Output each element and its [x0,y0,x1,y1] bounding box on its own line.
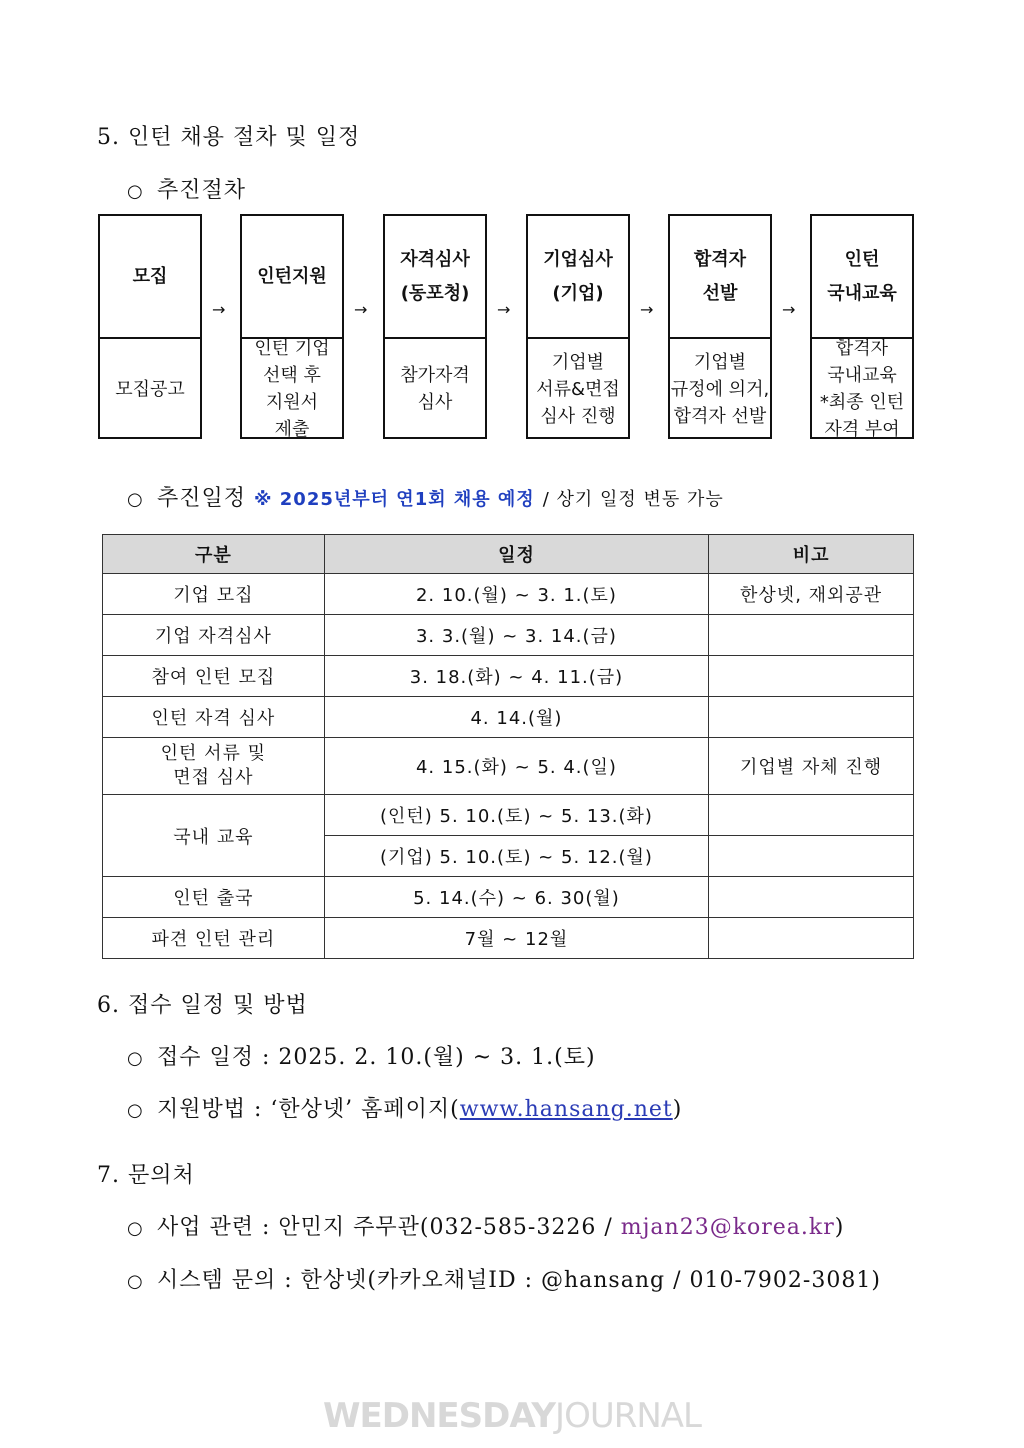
row-schedule: (기업) 5. 10.(토) ~ 5. 12.(월) [324,836,709,877]
flow-step-title: 인턴 국내교육 [827,248,897,304]
section-5-title: 5. 인턴 채용 절차 및 일정 [97,125,361,150]
header-category: 구분 [103,535,325,574]
business-contact-suffix: ) [834,1215,845,1240]
row-note [709,615,914,656]
bullet-mark: ○ [127,489,144,510]
row-schedule: 7월 ~ 12월 [324,918,709,959]
flow-step-title: 모집 [132,265,168,287]
row-category: 국내 교육 [103,795,325,877]
watermark-light: JOURNAL [555,1396,701,1436]
flow-step-desc: 모집공고 [115,378,185,400]
receipt-schedule-text: 접수 일정 : 2025. 2. 10.(월) ~ 3. 1.(토) [157,1045,596,1070]
section-6-title: 6. 접수 일정 및 방법 [97,993,308,1018]
business-contact-text: 사업 관련 : 안민지 주무관(032-585-3226 / [157,1215,621,1240]
flow-step-desc: 참가자격 심사 [400,365,470,413]
flow-arrow: → [640,300,654,319]
flow-step-company-review [526,214,630,439]
schedule-table [102,534,914,959]
row-note [709,877,914,918]
schedule-note: / 상기 일정 변동 가능 [542,489,724,510]
row-schedule: 5. 14.(수) ~ 6. 30(월) [324,877,709,918]
table-row [103,615,914,656]
row-category: 인턴 출국 [103,877,325,918]
row-note [709,697,914,738]
table-row [103,918,914,959]
system-contact-item [127,1263,881,1294]
system-contact-text: 시스템 문의 : 한상넷(카카오채널ID : @hansang / 010-7902-3081) [157,1268,881,1293]
schedule-note-highlight: ※ 2025년부터 연1회 채용 예정 [254,489,535,510]
flow-step-selection [668,214,772,439]
row-note: 한상넷, 재외공관 [709,574,914,615]
flow-step-domestic-training [810,214,914,439]
flow-arrow: → [782,300,796,319]
flow-arrow: → [212,300,226,319]
bullet-mark: ○ [127,1218,144,1239]
row-schedule: 4. 15.(화) ~ 5. 4.(일) [324,738,709,795]
row-category: 기업 자격심사 [103,615,325,656]
row-note [709,795,914,836]
section-7-title: 7. 문의처 [97,1163,195,1188]
header-note: 비고 [709,535,914,574]
row-category: 인턴 서류 및 면접 심사 [103,738,325,795]
table-row [103,697,914,738]
row-schedule: 2. 10.(월) ~ 3. 1.(토) [324,574,709,615]
bullet-mark: ○ [127,181,144,202]
bullet-mark: ○ [127,1048,144,1069]
flow-step-apply [240,214,344,439]
bullet-mark: ○ [127,1271,144,1292]
flow-step-qualification [383,214,487,439]
flow-step-desc: 인턴 기업 선택 후 지원서 제출 [254,338,330,440]
procedure-label: 추진절차 [157,178,247,203]
row-note [709,836,914,877]
schedule-bullet [127,481,724,512]
schedule-label: 추진일정 [157,486,247,511]
flow-step-desc: 합격자 국내교육 *최종 인턴 자격 부여 [819,338,905,440]
row-category: 인턴 자격 심사 [103,697,325,738]
procedure-bullet [127,173,246,204]
row-category: 참여 인턴 모집 [103,656,325,697]
contact-email-link[interactable]: mjan23@korea.kr [620,1215,835,1240]
apply-method-item [127,1092,682,1123]
hansang-website-link[interactable]: www.hansang.net [459,1097,673,1122]
flow-step-desc: 기업별 규정에 의거, 합격자 선발 [670,351,770,427]
journal-watermark [0,1396,1024,1436]
table-row [103,574,914,615]
bullet-mark: ○ [127,1100,144,1121]
row-category: 파견 인턴 관리 [103,918,325,959]
row-schedule: 3. 18.(화) ~ 4. 11.(금) [324,656,709,697]
row-category: 기업 모집 [103,574,325,615]
row-note [709,918,914,959]
apply-method-text: 지원방법 : ‘한상넷’ 홈페이지( [157,1097,460,1122]
table-row [103,738,914,795]
apply-method-suffix: ) [672,1097,683,1122]
row-schedule: 3. 3.(월) ~ 3. 14.(금) [324,615,709,656]
flow-step-title: 기업심사 (기업) [543,248,613,304]
flow-step-title: 합격자 선발 [693,248,747,304]
table-row [103,877,914,918]
flow-step-desc: 기업별 서류&면접 심사 진행 [536,351,620,427]
row-schedule: (인턴) 5. 10.(토) ~ 5. 13.(화) [324,795,709,836]
table-header-row [103,535,914,574]
row-note: 기업별 자체 진행 [709,738,914,795]
table-row [103,656,914,697]
flow-arrow: → [497,300,511,319]
receipt-schedule-item [127,1040,596,1071]
row-schedule: 4. 14.(월) [324,697,709,738]
flow-arrow: → [354,300,368,319]
flow-step-title: 인턴지원 [257,265,327,287]
watermark-bold: WEDNESDAY [323,1396,556,1436]
flow-step-recruit [98,214,202,439]
business-contact-item [127,1210,844,1241]
flow-step-title: 자격심사 (동포청) [400,248,470,304]
table-row [103,795,914,836]
header-schedule: 일정 [324,535,709,574]
row-note [709,656,914,697]
